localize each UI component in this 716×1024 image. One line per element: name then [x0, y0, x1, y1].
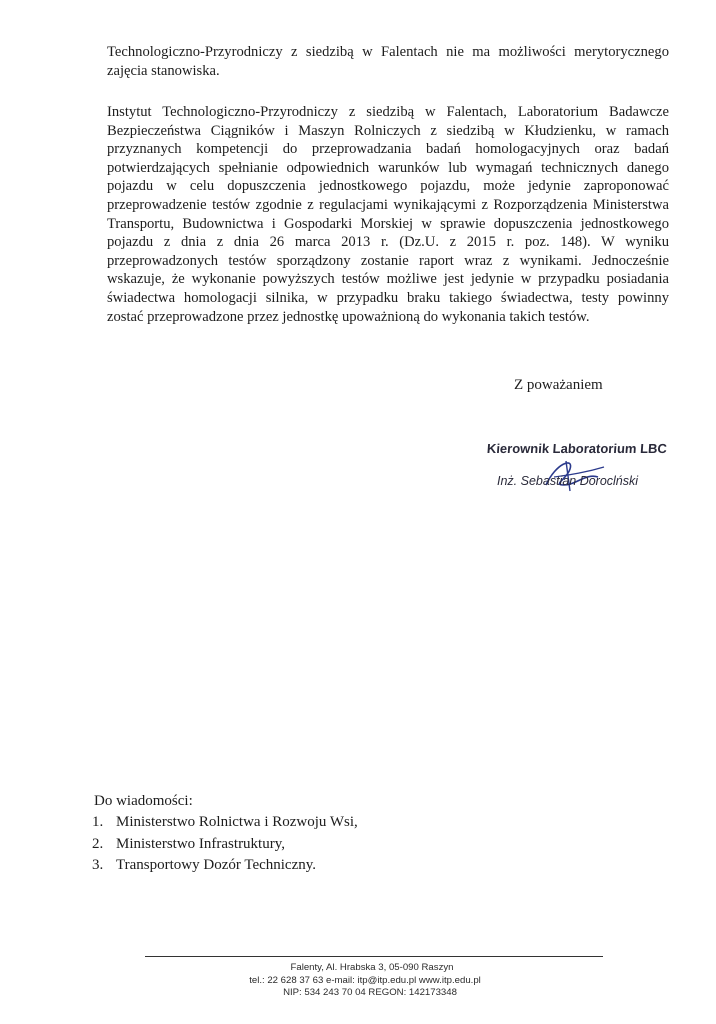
text-line: Technologiczno-Przyrodniczy z siedzibą w Falentach nie ma możliwości merytorycznego [107, 44, 669, 60]
signature-stamp-name: Inż. Sebastian Doroclński [497, 474, 639, 488]
distribution-list [92, 812, 358, 877]
text-line: wskazuje, że wykonanie powyższych testów możliwe jest jedynie w przypadku posiadania [107, 271, 669, 288]
closing-salutation: Z poważaniem [514, 377, 603, 393]
text-line: pojazdu w celu dopuszczenia jednostkowego pojazdu, może jedynie zaproponować [107, 178, 669, 195]
list-item: 1. Ministerstwo Rolnictwa i Rozwoju Wsi, [92, 814, 358, 830]
text-line: zostać przeprowadzone przez jednostkę upoważnioną do wykonania takich testów. [107, 308, 590, 325]
signature-stamp-title: Kierownik Laboratorium LBC [486, 441, 668, 456]
paragraph-2 [107, 103, 669, 326]
text-line: Instytut Technologiczno-Przyrodniczy z siedzibą w Falentach, Laboratorium Badawcze [107, 104, 669, 120]
footer-address: Falenty, Al. Hrabska 3, 05-090 Raszyn [290, 962, 454, 973]
text-line: Bezpieczeństwa Ciągników i Maszyn Rolniczych z siedzibą w Kłudzienku, w ramach [107, 122, 669, 139]
text-line: pojazdu z dnia z dnia 26 marca 2013 r. (Dz.U. z 2015 r. poz. 148). W wyniku [107, 234, 669, 251]
footer-contact: tel.: 22 628 37 63 e-mail: itp@itp.edu.pl www.itp.edu.pl [249, 974, 481, 986]
text-line: Transportu, Budownictwa i Gospodarki Morskiej w sprawie dopuszczenia jednostkowego [107, 215, 669, 232]
text-line: przyznanych kompetencji do przeprowadzania badań homologacyjnych oraz badań [107, 141, 669, 158]
distribution-heading: Do wiadomości: [94, 793, 193, 809]
text-line: zajęcia stanowiska. [107, 62, 220, 79]
list-item: 3. Transportowy Dozór Techniczny. [92, 857, 317, 873]
footer [0, 962, 716, 1000]
text-line: przeprowadzonych testów sporządzony zostanie raport wraz z wynikami. Jednocześnie [107, 252, 669, 269]
footer-divider [145, 956, 603, 957]
text-line: świadectwa homologacji silnika, w przypadku braku takiego świadectwa, testy powinny [107, 289, 669, 306]
footer-ids: NIP: 534 243 70 04 REGON: 142173348 [283, 987, 457, 998]
list-item: 2. Ministerstwo Infrastruktury, [92, 835, 285, 852]
text-line: potwierdzających spełnianie odpowiednich warunków lub wymagań technicznych danego [107, 159, 669, 176]
paragraph-1 [107, 43, 669, 80]
text-line: przeprowadzenie testów zgodnie z regulacjami wynikającymi z Rozporządzenia Ministerstwa [107, 196, 669, 213]
